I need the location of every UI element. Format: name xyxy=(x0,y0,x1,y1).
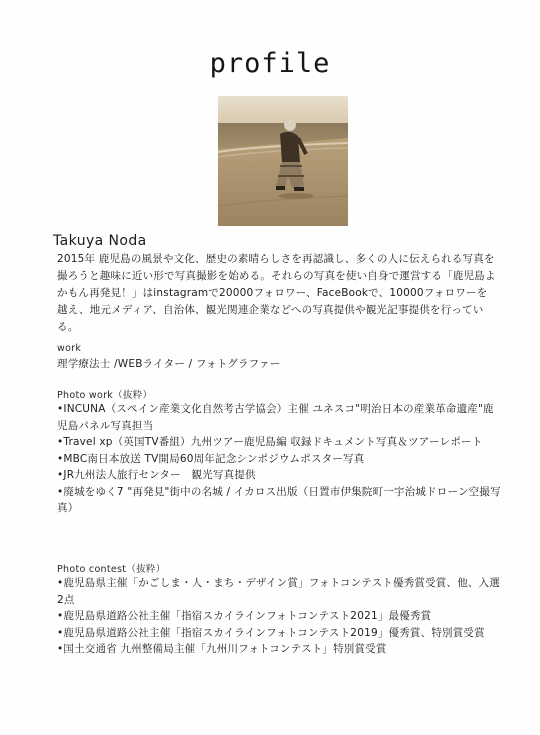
photo-work-list xyxy=(57,401,502,517)
photo-work-item: • JR九州法人旅行センター 観光写真提供 xyxy=(57,467,502,484)
profile-name: Takuya Noda xyxy=(53,233,147,249)
photo-contest-item: • 鹿児島県道路公社主催「指宿スカイラインフォトコンテスト2021」最優秀賞 xyxy=(57,608,502,625)
photo-contest-item: • 鹿児島県主催「かごしま・人・まち・デザイン賞」フォトコンテスト優秀賞受賞、他、入選2点 xyxy=(57,575,502,608)
beach-portrait-image xyxy=(218,96,348,226)
photo-work-item: • MBC南日本放送 TV開局60周年記念シンポジウムポスター写真 xyxy=(57,451,502,468)
page-title: profile xyxy=(209,48,331,79)
photo-work-item: • Travel xp（英国TV番組）九州ツアー鹿児島編 収録ドキュメント写真＆ツアーレポート xyxy=(57,434,502,451)
profile-photo xyxy=(218,96,348,226)
photo-contest-heading: Photo contest（抜粋） xyxy=(57,564,166,575)
photo-contest-item: • 国土交通省 九州整備局主催「九州川フォトコンテスト」特別賞受賞 xyxy=(57,641,502,658)
biography-text: 2015年 鹿児島の風景や文化、歴史の素晴らしさを再認識し、多くの人に伝えられる写真を撮ろうと趣味に近い形で写真撮影を始める。それらの写真を使い自身で運営する「鹿児島よかもん再発見！」はinstagramで20000フォロワー、FaceBookで、10000フォロワーを越え、地元メディア、自治体、観光関連企業などへの写真提供や観光記事提供を行っている。 xyxy=(57,253,496,333)
photo-work-heading: Photo work（抜粋） xyxy=(57,390,153,401)
work-text: 理学療法士 /WEBライター / フォトグラファー xyxy=(57,358,281,370)
photo-work-item: • 廃城をゆく7 "再発見"街中の名城 / イカロス出版（日置市伊集院町一宇治城ドローン空撮写真） xyxy=(57,484,502,517)
photo-work-item: • INCUNA（スペイン産業文化自然考古学協会）主催 ユネスコ"明治日本の産業革命遺産"鹿児島パネル写真担当 xyxy=(57,401,502,434)
photo-contest-list xyxy=(57,575,502,658)
work-heading: work xyxy=(57,343,82,354)
photo-contest-item: • 鹿児島県道路公社主催「指宿スカイラインフォトコンテスト2019」優秀賞、特別賞受賞 xyxy=(57,625,502,642)
